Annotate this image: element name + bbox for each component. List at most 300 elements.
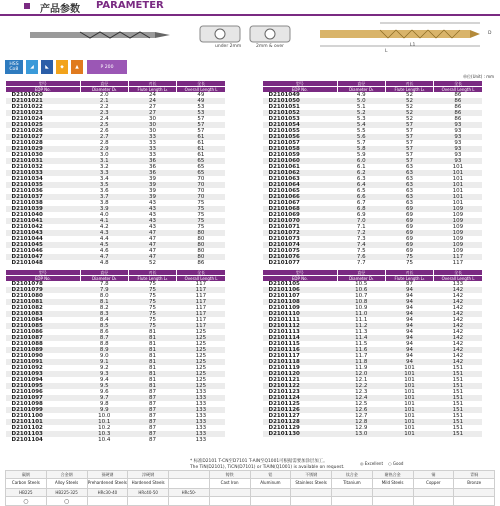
- column-header-cn: 直径: [337, 81, 385, 87]
- material-suitability-cell: [128, 497, 169, 506]
- diameter-cell: 5.7: [356, 140, 366, 146]
- material-suitability-cell: [332, 497, 373, 506]
- material-hardness-cell: HRc50-: [169, 489, 210, 497]
- material-name-cell: Prehardened Steels: [87, 479, 128, 489]
- edp-number-cell: D2101063: [268, 176, 300, 182]
- diameter-cell: 12.9: [355, 425, 368, 431]
- flute-length-cell: 87: [128, 431, 176, 437]
- flute-length-cell: 81: [149, 377, 157, 383]
- edp-number-cell: D2101092: [11, 365, 43, 371]
- overall-length-cell: 133: [195, 389, 207, 395]
- diameter-cell: 3.3: [80, 170, 128, 176]
- flute-length-cell: 94: [406, 353, 414, 359]
- flute-length-cell: 43: [149, 200, 157, 206]
- diameter-cell: 5.1: [356, 104, 366, 110]
- overall-length-cell: 109: [434, 230, 482, 236]
- edp-number-cell: D2101109: [268, 305, 300, 311]
- diameter-cell: 6.2: [337, 170, 385, 176]
- dim-l-label: L: [385, 49, 388, 54]
- diameter-cell: 3.2: [99, 164, 109, 170]
- material-name-cell: Mild Steels: [372, 479, 413, 489]
- material-table: [5, 470, 495, 506]
- edp-number-cell: D2101065: [268, 188, 300, 194]
- edp-number-cell: D2101096: [11, 389, 43, 395]
- diameter-cell: 3.7: [80, 194, 128, 200]
- flute-length-cell: 57: [406, 140, 414, 146]
- diameter-cell: 11.3: [355, 329, 368, 335]
- overall-length-cell: 125: [195, 329, 207, 335]
- badge-icon-3: ◆: [56, 60, 68, 74]
- diameter-cell: 10.8: [337, 299, 385, 305]
- overall-length-cell: 117: [195, 281, 207, 287]
- flute-length-cell: 75: [149, 281, 157, 287]
- diameter-cell: 4.1: [80, 218, 128, 224]
- overall-length-cell: 93: [454, 140, 462, 146]
- edp-number-cell: D2101067: [268, 200, 300, 206]
- edp-number-cell: D2101036: [11, 188, 43, 194]
- diameter-cell: 6.5: [356, 188, 366, 194]
- overall-length-cell: 109: [452, 236, 464, 242]
- flute-length-cell: 75: [406, 260, 414, 266]
- diameter-cell: 9.3: [80, 371, 128, 377]
- header-title-cn: 产品参数: [40, 4, 80, 15]
- edp-number-cell: D2101044: [11, 236, 43, 242]
- edp-number-cell: D2101068: [263, 206, 338, 212]
- edp-number-cell: D2101061: [268, 164, 300, 170]
- flute-length-cell: 75: [149, 305, 157, 311]
- edp-number-cell: D2101043: [6, 230, 81, 236]
- flute-length-cell: 94: [385, 299, 433, 305]
- edp-number-cell: D2101111: [268, 317, 300, 323]
- edp-number-cell: D2101060: [263, 158, 338, 164]
- diameter-cell: 7.5: [356, 248, 366, 254]
- coating-note-en: The TiN(D2101), TiCN(D7101) or TiAlN(Q1001) is available on request.: [190, 465, 345, 470]
- overall-length-cell: 117: [177, 311, 225, 317]
- overall-length-cell: 61: [197, 152, 205, 158]
- material-name-cell: [169, 479, 210, 489]
- overall-length-cell: 125: [177, 347, 225, 353]
- edp-number-cell: D2101055: [268, 128, 300, 134]
- overall-length-cell: 151: [434, 419, 482, 425]
- material-name-cell: Titanium: [332, 479, 373, 489]
- overall-length-cell: 101: [452, 200, 464, 206]
- flute-length-cell: 81: [128, 371, 176, 377]
- edp-number-cell: D2101129: [268, 425, 300, 431]
- unit-label: 单位(Unit) : mm: [463, 74, 494, 79]
- edp-number-cell: D2101035: [6, 182, 81, 188]
- overall-length-cell: 133: [195, 413, 207, 419]
- edp-number-cell: D2101100: [11, 413, 43, 419]
- material-category-cell: 铝: [250, 471, 291, 479]
- diameter-cell: 7.0: [337, 218, 385, 224]
- overall-length-cell: 142: [434, 323, 482, 329]
- flute-length-cell: 101: [385, 371, 433, 377]
- suitability-legend: [360, 461, 403, 466]
- diameter-cell: 12.2: [337, 383, 385, 389]
- overall-length-cell: 93: [434, 134, 482, 140]
- flute-length-cell: 57: [385, 122, 433, 128]
- edp-number-cell: D2101072: [263, 230, 338, 236]
- diameter-cell: 10.9: [355, 305, 368, 311]
- overall-length-cell: 75: [197, 200, 205, 206]
- material-hardness-cell: [332, 489, 373, 497]
- edp-number-cell: D2101117: [268, 353, 300, 359]
- column-header-cn: 全长: [434, 270, 482, 276]
- diameter-cell: 8.5: [80, 323, 128, 329]
- diameter-cell: 2.5: [80, 122, 128, 128]
- flute-length-cell: 101: [385, 407, 433, 413]
- overall-length-cell: 117: [195, 305, 207, 311]
- flute-length-cell: 33: [149, 152, 157, 158]
- flute-length-cell: 81: [149, 329, 157, 335]
- flute-length-cell: 47: [128, 254, 176, 260]
- column-header-en: Overall Length L: [177, 87, 225, 93]
- column-header-en: Diameter D₁: [80, 87, 128, 93]
- flute-length-cell: 101: [385, 419, 433, 425]
- overall-length-cell: 75: [197, 212, 205, 218]
- overall-length-cell: 109: [452, 224, 464, 230]
- flute-length-cell: 52: [385, 98, 433, 104]
- edp-number-cell: D2101119: [268, 365, 300, 371]
- column-header-cn: 全长: [177, 270, 225, 276]
- flute-length-cell: 69: [406, 212, 414, 218]
- overall-length-cell: 86: [434, 110, 482, 116]
- edp-number-cell: D2101076: [263, 254, 338, 260]
- edp-number-cell: D2101030: [11, 152, 43, 158]
- overall-length-cell: 151: [434, 395, 482, 401]
- diameter-cell: 10.5: [355, 281, 368, 287]
- material-hardness-cell: HB225-325: [46, 489, 87, 497]
- diameter-cell: 8.4: [99, 317, 109, 323]
- diameter-cell: 8.1: [80, 299, 128, 305]
- flute-length-cell: 24: [149, 92, 157, 98]
- badge-hss-co8: HSS Co8: [5, 60, 23, 74]
- edp-number-cell: D2101080: [11, 293, 43, 299]
- edp-number-cell: D2101022: [11, 104, 43, 110]
- diameter-cell: 8.3: [80, 311, 128, 317]
- flute-length-cell: 101: [385, 431, 433, 437]
- material-suitability-cell: [169, 497, 210, 506]
- flute-length-cell: 81: [149, 365, 157, 371]
- edp-number-cell: D2101115: [268, 341, 300, 347]
- diameter-cell: 12.0: [337, 371, 385, 377]
- flute-length-cell: 101: [404, 401, 415, 407]
- overall-length-cell: 133: [195, 437, 207, 443]
- overall-length-cell: 101: [452, 188, 464, 194]
- spec-table-bottom-right: [262, 270, 482, 437]
- flute-length-cell: 69: [385, 218, 433, 224]
- column-header-cn: 全长: [434, 81, 482, 87]
- edp-number-cell: D2101021: [6, 98, 81, 104]
- overall-length-cell: 101: [434, 194, 482, 200]
- flute-length-cell: 57: [406, 128, 414, 134]
- material-name-cell: Copper: [413, 479, 454, 489]
- drill-over-2mm-illustration: [250, 26, 290, 42]
- edp-number-cell: D2101051: [268, 104, 300, 110]
- edp-number-cell: D2101059: [268, 152, 300, 158]
- flute-length-cell: 94: [385, 359, 433, 365]
- column-header-en: EDP No.: [263, 87, 338, 93]
- overall-length-cell: 53: [197, 104, 205, 110]
- edp-number-cell: D2101050: [263, 98, 338, 104]
- diameter-cell: 3.4: [99, 176, 109, 182]
- diameter-cell: 3.0: [99, 152, 109, 158]
- overall-length-cell: 70: [177, 194, 225, 200]
- material-hardness-cell: HB225: [6, 489, 47, 497]
- overall-length-cell: 125: [177, 335, 225, 341]
- edp-number-cell: D2101052: [263, 110, 338, 116]
- overall-length-cell: 101: [452, 176, 464, 182]
- diameter-cell: 7.8: [99, 281, 109, 287]
- flute-length-cell: 94: [406, 293, 414, 299]
- overall-length-cell: 125: [177, 383, 225, 389]
- flute-length-cell: 87: [149, 413, 157, 419]
- material-category-cell: 预硬钢: [87, 471, 128, 479]
- material-hardness-cell: HRc30-40: [87, 489, 128, 497]
- flute-length-cell: 52: [385, 110, 433, 116]
- overall-length-cell: 117: [177, 287, 225, 293]
- material-hardness-row: [6, 489, 495, 497]
- legend-excellent: ◎ Excellent: [360, 461, 384, 466]
- flute-length-cell: 30: [128, 122, 176, 128]
- diameter-cell: 9.4: [99, 377, 109, 383]
- table-row: [263, 260, 483, 266]
- diameter-cell: 5.8: [337, 146, 385, 152]
- flute-length-cell: 94: [385, 287, 433, 293]
- diameter-cell: 3.9: [80, 206, 128, 212]
- diameter-cell: 4.5: [80, 242, 128, 248]
- edp-number-cell: D2101124: [263, 395, 338, 401]
- edp-number-cell: D2101083: [6, 311, 81, 317]
- edp-number-cell: D2101087: [6, 335, 81, 341]
- flute-length-cell: 75: [149, 317, 157, 323]
- edp-number-cell: D2101101: [6, 419, 81, 425]
- edp-number-cell: D2101056: [263, 134, 338, 140]
- diameter-cell: 5.0: [337, 98, 385, 104]
- edp-number-cell: D2101047: [6, 254, 81, 260]
- overall-length-cell: 125: [195, 377, 207, 383]
- overall-length-cell: 133: [177, 407, 225, 413]
- overall-length-cell: 70: [197, 176, 205, 182]
- edp-number-cell: D2101046: [11, 248, 43, 254]
- flute-length-cell: 52: [406, 116, 414, 122]
- overall-length-cell: 70: [197, 188, 205, 194]
- overall-length-cell: 61: [177, 134, 225, 140]
- diameter-cell: 6.7: [356, 200, 366, 206]
- flute-length-cell: 94: [385, 347, 433, 353]
- overall-length-cell: 109: [434, 206, 482, 212]
- material-hardness-cell: [454, 489, 495, 497]
- flute-length-cell: 63: [406, 200, 414, 206]
- spec-table-bottom-left: [5, 270, 225, 443]
- spec-table-top-left: [5, 81, 225, 266]
- diameter-cell: 9.0: [99, 353, 109, 359]
- diameter-cell: 2.2: [99, 104, 109, 110]
- diameter-cell: 11.7: [355, 353, 368, 359]
- flute-length-cell: 94: [406, 305, 414, 311]
- edp-number-cell: D2101049: [268, 92, 300, 98]
- diameter-cell: 4.9: [356, 92, 366, 98]
- flute-length-cell: 101: [385, 383, 433, 389]
- flute-length-cell: 30: [149, 128, 157, 134]
- overall-length-cell: 93: [434, 158, 482, 164]
- edp-number-cell: D2101033: [6, 170, 81, 176]
- edp-number-cell: D2101071: [268, 224, 300, 230]
- diameter-cell: 12.8: [337, 419, 385, 425]
- overall-length-cell: 142: [452, 317, 464, 323]
- column-header-cn: 全长: [177, 81, 225, 87]
- drill-shank-illustration: [200, 26, 240, 42]
- overall-length-cell: 133: [177, 419, 225, 425]
- diameter-cell: 10.1: [80, 419, 128, 425]
- diameter-cell: 6.9: [356, 212, 366, 218]
- flute-length-cell: 69: [385, 230, 433, 236]
- overall-length-cell: 142: [434, 347, 482, 353]
- overall-length-cell: 151: [452, 365, 464, 371]
- flute-length-cell: 69: [406, 248, 414, 254]
- overall-length-cell: 133: [177, 431, 225, 437]
- flute-length-cell: 63: [406, 188, 414, 194]
- diameter-cell: 12.7: [355, 413, 368, 419]
- flute-length-cell: 87: [149, 437, 157, 443]
- overall-length-cell: 57: [177, 122, 225, 128]
- table-row: [6, 260, 226, 266]
- material-hardness-cell: [413, 489, 454, 497]
- flute-length-cell: 101: [404, 389, 415, 395]
- diameter-cell: 10.7: [355, 293, 368, 299]
- material-name-cell: Aluminum: [250, 479, 291, 489]
- edp-number-cell: D2101038: [11, 200, 43, 206]
- flute-length-cell: 39: [128, 194, 176, 200]
- overall-length-cell: 93: [454, 152, 462, 158]
- overall-length-cell: 80: [197, 248, 205, 254]
- overall-length-cell: 142: [434, 359, 482, 365]
- overall-length-cell: 117: [434, 254, 482, 260]
- overall-length-cell: 70: [177, 182, 225, 188]
- column-header-cn: 直径: [80, 270, 128, 276]
- diameter-cell: 2.9: [80, 146, 128, 152]
- overall-length-cell: 53: [177, 110, 225, 116]
- overall-length-cell: 151: [452, 377, 464, 383]
- overall-length-cell: 49: [197, 92, 205, 98]
- edp-number-cell: D2101069: [268, 212, 300, 218]
- material-category-cell: 合金钢: [46, 471, 87, 479]
- diameter-cell: 5.6: [337, 134, 385, 140]
- material-name-cell: Alloy Steels: [46, 479, 87, 489]
- diameter-cell: 11.4: [337, 335, 385, 341]
- drill-diagram: [20, 18, 490, 54]
- caption-over-2mm: 2mm & over: [256, 44, 285, 49]
- column-header-en: Diameter D₁: [80, 276, 128, 282]
- column-header-en: Diameter D₁: [337, 276, 385, 282]
- diameter-cell: 2.8: [99, 140, 109, 146]
- diameter-cell: 4.2: [99, 224, 109, 230]
- flute-length-cell: 36: [149, 164, 157, 170]
- column-header-en: Flute Length L₁: [385, 276, 433, 282]
- diameter-cell: 11.5: [355, 341, 368, 347]
- material-category-cell: 铸铁: [209, 471, 250, 479]
- flute-length-cell: 43: [149, 212, 157, 218]
- overall-length-cell: 109: [452, 248, 464, 254]
- edp-number-cell: D2101106: [263, 287, 338, 293]
- overall-length-cell: 86: [197, 260, 205, 266]
- edp-number-cell: D2101086: [11, 329, 43, 335]
- overall-length-cell: 65: [177, 170, 225, 176]
- column-header-en: Flute Length L₁: [128, 87, 176, 93]
- edp-number-cell: D2101094: [11, 377, 43, 383]
- flute-length-cell: 47: [128, 230, 176, 236]
- diameter-cell: 2.6: [99, 128, 109, 134]
- edp-number-cell: D2101085: [6, 323, 81, 329]
- diameter-cell: 5.3: [356, 116, 366, 122]
- edp-number-cell: D2101127: [268, 413, 300, 419]
- diameter-cell: 9.8: [99, 401, 109, 407]
- badge-icon-4: ▲: [71, 60, 83, 74]
- flute-length-cell: 52: [406, 104, 414, 110]
- flute-length-cell: 87: [406, 281, 414, 287]
- flute-length-cell: 43: [128, 218, 176, 224]
- flute-length-cell: 87: [128, 419, 176, 425]
- flute-length-cell: 101: [385, 395, 433, 401]
- edp-number-cell: D2101128: [263, 419, 338, 425]
- diameter-cell: 12.5: [355, 401, 368, 407]
- overall-length-cell: 61: [197, 140, 205, 146]
- flute-length-cell: 57: [406, 152, 414, 158]
- overall-length-cell: 151: [452, 413, 464, 419]
- overall-length-cell: 151: [434, 383, 482, 389]
- diameter-cell: 12.3: [355, 389, 368, 395]
- flute-length-cell: 101: [404, 377, 415, 383]
- diameter-cell: 8.9: [80, 347, 128, 353]
- flute-length-cell: 36: [128, 170, 176, 176]
- edp-number-cell: D2101074: [263, 242, 338, 248]
- diameter-cell: 5.9: [356, 152, 366, 158]
- flute-length-cell: 33: [128, 134, 176, 140]
- edp-number-cell: D2101034: [11, 176, 43, 182]
- column-header-cn: 型号: [263, 81, 338, 87]
- edp-number-cell: D2101116: [263, 347, 338, 353]
- diameter-cell: 10.0: [98, 413, 111, 419]
- material-category-cell: 青铜: [454, 471, 495, 479]
- diameter-cell: 2.1: [80, 98, 128, 104]
- edp-number-cell: D2101121: [268, 377, 300, 383]
- flute-length-cell: 94: [406, 329, 414, 335]
- diameter-cell: 13.0: [337, 431, 385, 437]
- edp-number-cell: D2101073: [268, 236, 300, 242]
- flute-length-cell: 75: [128, 323, 176, 329]
- edp-number-cell: D2101097: [6, 395, 81, 401]
- overall-length-cell: 75: [177, 206, 225, 212]
- overall-length-cell: 142: [452, 353, 464, 359]
- edp-number-cell: D2101024: [11, 116, 43, 122]
- material-suitability-cell: ○: [6, 497, 47, 506]
- column-header-cn: 型号: [6, 270, 81, 276]
- dim-l1-label: L1: [410, 43, 416, 48]
- diameter-cell: 12.6: [337, 407, 385, 413]
- overall-length-cell: 109: [434, 242, 482, 248]
- overall-length-cell: 151: [452, 401, 464, 407]
- flute-length-cell: 47: [149, 248, 157, 254]
- edp-number-cell: D2101102: [11, 425, 43, 431]
- flute-length-cell: 81: [149, 353, 157, 359]
- column-header-en: Overall Length L: [434, 87, 482, 93]
- flute-length-cell: 101: [404, 365, 415, 371]
- overall-length-cell: 125: [177, 371, 225, 377]
- overall-length-cell: 61: [177, 146, 225, 152]
- edp-number-cell: D2101105: [268, 281, 300, 287]
- table-row: [263, 431, 483, 437]
- badge-icon-1: ◢: [26, 60, 38, 74]
